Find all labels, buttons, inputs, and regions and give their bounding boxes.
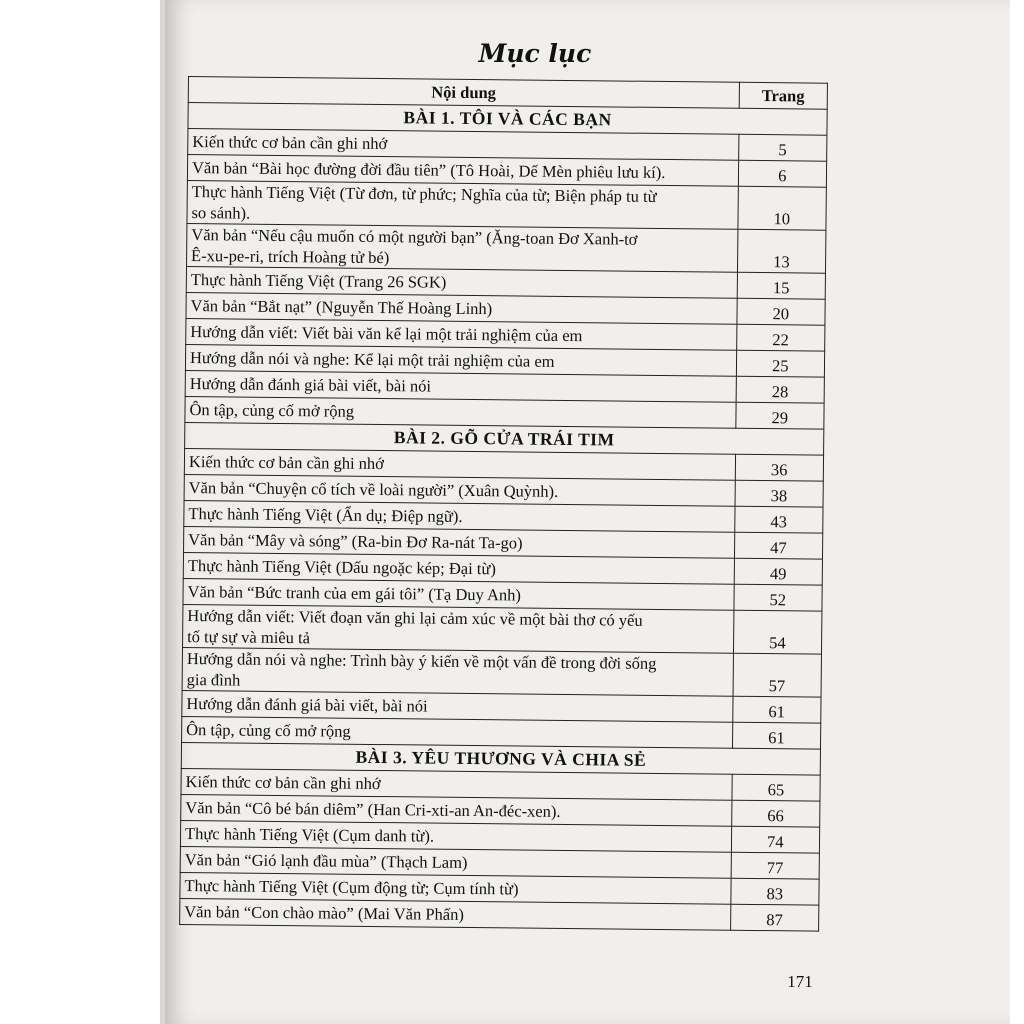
- entry-line: Kiến thức cơ bản cần ghi nhớ: [188, 452, 385, 474]
- entry-page: 10: [738, 186, 827, 230]
- entry-page: 65: [732, 774, 821, 801]
- entry-line: Thực hành Tiếng Việt (Từ đơn, từ phức; Nghĩa của từ; Biện pháp tu từ: [191, 182, 657, 206]
- page-title: Mục lục: [478, 39, 592, 68]
- section-title: BÀI 1. TÔI VÀ CÁC BẠN: [188, 103, 827, 136]
- entry-page: 83: [730, 878, 819, 905]
- entry-page: 28: [736, 376, 825, 403]
- entry-page: 15: [737, 272, 826, 299]
- entry-line: Văn bản “Bức tranh của em gái tôi” (Tạ Duy Anh): [187, 582, 522, 605]
- entry-line: Hướng dẫn viết: Viết bài văn kể lại một trải nghiệm của em: [190, 322, 583, 346]
- entry-line: so sánh).: [191, 203, 251, 223]
- entry-page: 49: [734, 558, 823, 585]
- toc-entry-row: [183, 604, 822, 654]
- table-of-contents: [179, 76, 828, 932]
- entry-line: Văn bản “Gió lạnh đầu mùa” (Thạch Lam): [184, 850, 468, 872]
- entry-page: 6: [738, 160, 827, 187]
- entry-page: 22: [736, 324, 825, 351]
- entry-page: 5: [738, 134, 827, 161]
- entry-line: Kiến thức cơ bản cần ghi nhớ: [192, 132, 388, 154]
- entry-page: 43: [734, 506, 823, 533]
- entry-page: 74: [731, 826, 820, 853]
- entry-page: 47: [734, 532, 823, 559]
- entry-page: 54: [733, 610, 822, 654]
- entry-line: Văn bản “Bắt nạt” (Nguyễn Thế Hoàng Linh): [190, 296, 493, 319]
- entry-page: 38: [735, 480, 824, 507]
- entry-line: Ôn tập, củng cố mở rộng: [186, 720, 351, 741]
- entry-content: [187, 223, 738, 272]
- entry-line: Hướng dẫn nói và nghe: Trình bày ý kiến về một vấn đề trong đời sống: [186, 649, 657, 673]
- entry-page: 36: [735, 454, 824, 481]
- entry-page: 61: [732, 722, 821, 749]
- entry-line: Văn bản “Cô bé bán diêm” (Han Cri-xti-an An-đéc-xen).: [185, 798, 561, 821]
- entry-content: [182, 647, 733, 696]
- header-page: Trang: [739, 82, 828, 109]
- entry-line: Hướng dẫn đánh giá bài viết, bài nói: [189, 374, 432, 396]
- toc-entry-row: [182, 647, 821, 697]
- section-title: BÀI 2. GÕ CỬA TRÁI TIM: [185, 422, 824, 455]
- entry-line: Văn bản “Mây và sóng” (Ra-bin Đơ Ra-nát Ta-go): [188, 530, 523, 553]
- entry-page: 66: [731, 800, 820, 827]
- entry-line: Ê-xu-pe-ri, trích Hoàng tử bé): [191, 246, 390, 268]
- entry-page: 25: [736, 350, 825, 377]
- entry-content: [183, 604, 734, 653]
- toc-body: [180, 103, 828, 932]
- entry-line: Hướng dẫn nói và nghe: Kể lại một trải nghiệm của em: [189, 348, 555, 371]
- entry-page: 52: [734, 584, 823, 611]
- entry-page: 20: [737, 298, 826, 325]
- entry-line: Ôn tập, củng cố mở rộng: [189, 400, 355, 421]
- entry-line: Thực hành Tiếng Việt (Dấu ngoặc kép; Đại từ): [187, 556, 496, 579]
- entry-line: Văn bản “Bài học đường đời đầu tiên” (Tô Hoài, Dế Mèn phiêu lưu kí).: [191, 158, 666, 183]
- entry-line: Kiến thức cơ bản cần ghi nhớ: [185, 772, 381, 794]
- page-number: 171: [787, 972, 813, 991]
- toc-entry-row: [187, 223, 826, 273]
- entry-content: [187, 180, 738, 229]
- entry-page: 87: [730, 904, 819, 931]
- entry-line: Hướng dẫn viết: Viết đoạn văn ghi lại cảm xúc về một bài thơ có yếu: [187, 606, 643, 630]
- header-content: Nội dung: [188, 77, 739, 109]
- entry-page: 29: [735, 402, 824, 429]
- entry-line: Thực hành Tiếng Việt (Cụm danh từ).: [184, 824, 435, 846]
- entry-page: 13: [737, 229, 826, 273]
- section-title: BÀI 3. YÊU THƯƠNG VÀ CHIA SẺ: [181, 742, 820, 775]
- entry-line: Văn bản “Nếu cậu muốn có một người bạn” (Ăng-toan Đơ Xanh-tơ: [191, 225, 638, 249]
- entry-line: Thực hành Tiếng Việt (Trang 26 SGK): [190, 270, 447, 292]
- entry-line: gia đình: [186, 670, 241, 690]
- entry-content: [180, 898, 731, 930]
- entry-line: Văn bản “Con chào mào” (Mai Văn Phấn): [184, 902, 464, 924]
- entry-line: Văn bản “Chuyện cổ tích về loài người” (Xuân Quỳnh).: [188, 478, 559, 501]
- entry-line: tố tự sự và miêu tả: [187, 627, 311, 648]
- entry-line: Thực hành Tiếng Việt (Ẩn dụ; Điệp ngữ).: [188, 504, 463, 526]
- entry-page: 77: [731, 852, 820, 879]
- entry-page: 61: [732, 696, 821, 723]
- toc-entry-row: [187, 180, 826, 230]
- entry-line: Hướng dẫn đánh giá bài viết, bài nói: [186, 694, 428, 716]
- entry-page: 57: [733, 653, 822, 697]
- entry-line: Thực hành Tiếng Việt (Cụm động từ; Cụm tính từ): [184, 876, 519, 899]
